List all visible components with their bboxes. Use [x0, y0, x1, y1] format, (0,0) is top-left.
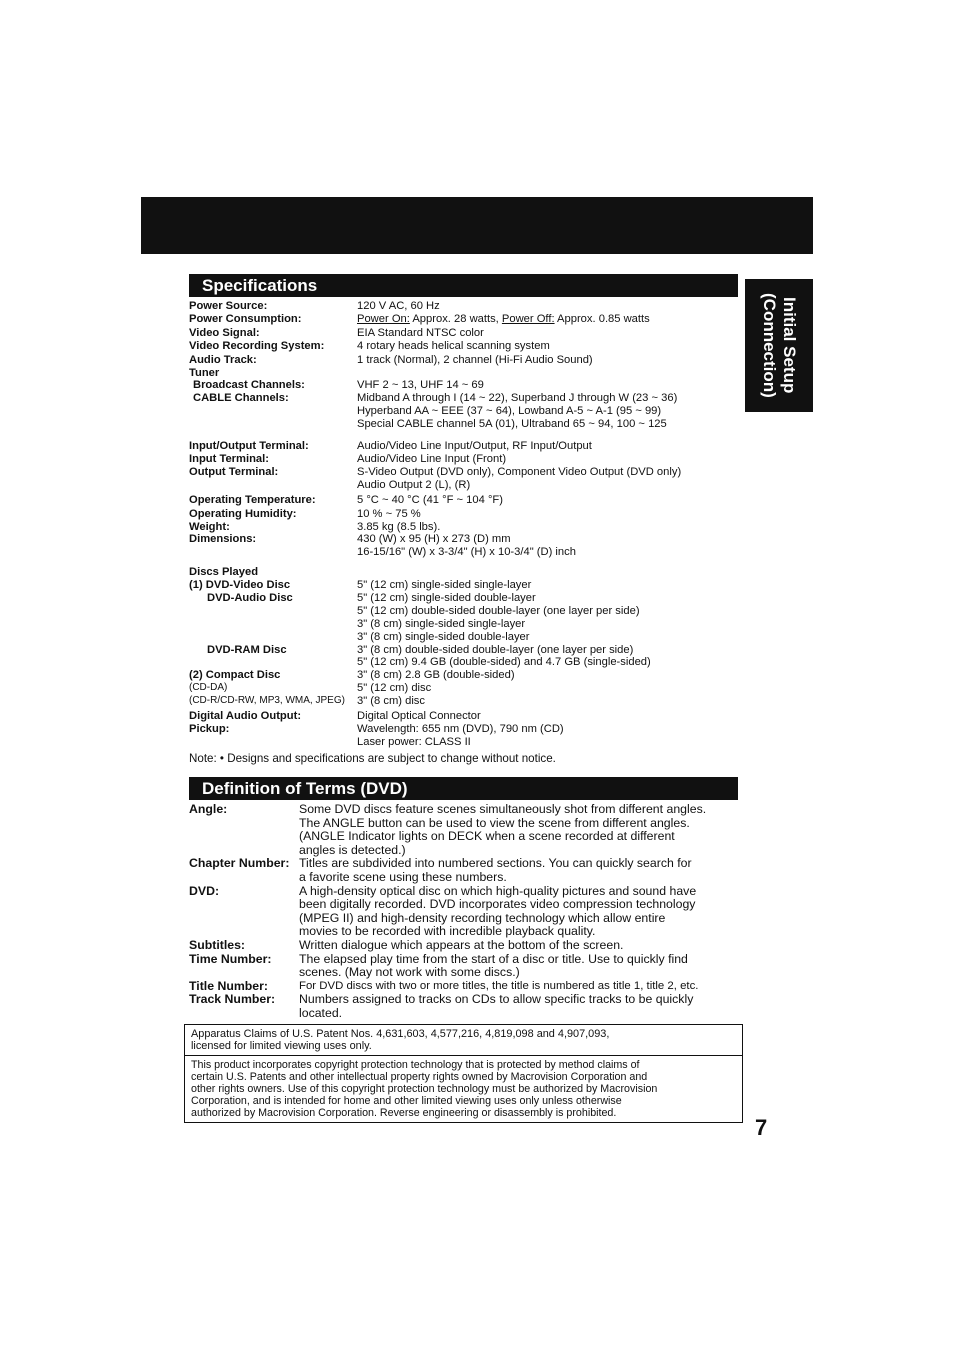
- macrovision-notice: This product incorporates copyright protection technology that is protected by method claims of certain U.S. Patents and other intellectual property rights owned by Macrovision Corporation and other rights owners. Use of this copyright protection technology must be authorized by Macrovision Corporation, and is intended for home and other limited viewing uses only unless otherwise authorized by Macrovision Corporation. Reverse engineering or disassembly is prohibited.: [191, 1058, 658, 1120]
- specifications-note: Note: • Designs and specifications are subject to change without notice.: [189, 752, 556, 765]
- spec-row: [189, 340, 749, 353]
- spec-row: [189, 710, 749, 723]
- spec-row: [189, 723, 749, 749]
- section-tab-initial-setup: [745, 279, 813, 412]
- spec-value: Audio/Video Line Input (Front): [357, 452, 507, 465]
- spec-row: [189, 392, 749, 431]
- legal-notice-box: [184, 1024, 743, 1123]
- spec-row: [189, 440, 749, 453]
- spec-row: [189, 300, 749, 313]
- spec-value: 10 % ~ 75 %: [357, 507, 421, 520]
- spec-row: [189, 494, 749, 507]
- spec-row: [189, 327, 749, 340]
- spec-value: 1 track (Normal), 2 channel (Hi-Fi Audio Sound): [357, 353, 593, 366]
- spec-label: CABLE Channels:: [193, 392, 289, 405]
- spec-label: Operating Temperature:: [189, 493, 316, 506]
- spec-row: [189, 379, 749, 392]
- page-number: 7: [755, 1115, 768, 1140]
- spec-value: 430 (W) x 95 (H) x 273 (D) mm 16-15/16" (W) x 3-3/4" (H) x 10-3/4" (D) inch: [357, 533, 576, 559]
- spec-value: 5" (12 cm) 9.4 GB (double-sided) and 4.7 GB (single-sided) 3" (8 cm) 2.8 GB (double-sided): [357, 656, 651, 682]
- spec-value: 5" (12 cm) single-sided single-layer: [357, 579, 532, 592]
- spec-value: Audio/Video Line Input/Output, RF Input/Output: [357, 440, 592, 453]
- spec-row: [189, 453, 749, 466]
- term-label: Title Number:: [189, 978, 269, 993]
- spec-label: Broadcast Channels:: [193, 379, 305, 392]
- spec-row: [189, 508, 749, 521]
- spec-value: 5 °C ~ 40 °C (41 °F ~ 104 °F): [357, 493, 503, 506]
- spec-label: Input Terminal:: [189, 452, 269, 465]
- spec-label: Dimensions:: [189, 533, 257, 546]
- spec-label: Audio Track:: [189, 353, 257, 366]
- term-definition: Written dialogue which appears at the bottom of the screen.: [299, 937, 624, 952]
- term-label: Chapter Number:: [189, 856, 290, 871]
- spec-value: S-Video Output (DVD only), Component Video Output (DVD only) Audio Output 2 (L), (R): [357, 465, 682, 491]
- spec-label: Digital Audio Output:: [189, 709, 302, 722]
- term-label: Time Number:: [189, 951, 272, 966]
- spec-label: DVD-RAM Disc: [207, 643, 287, 656]
- spec-label: (2) Compact Disc: [189, 669, 281, 682]
- spec-row: [189, 566, 749, 579]
- spec-value: VHF 2 ~ 13, UHF 14 ~ 69: [357, 379, 484, 392]
- spec-value: Digital Optical Connector: [357, 709, 481, 722]
- term-definition: The elapsed play time from the start of a disc or title. Use to quickly find scenes. (May not work with some discs.): [299, 951, 688, 980]
- term-label: Angle:: [189, 802, 228, 816]
- spec-row: [189, 695, 749, 708]
- specifications-heading: Specifications: [189, 274, 738, 297]
- term-definition: Some DVD discs feature scenes simultaneously shot from different angles. The ANGLE button can be used to view the scene from different angles. (ANGLE Indicator lights on DECK when a scene recorded at different angles is detected.): [299, 802, 707, 857]
- spec-label: Video Signal:: [189, 326, 260, 339]
- spec-value: [357, 695, 749, 708]
- spec-label: Power Consumption:: [189, 312, 302, 325]
- spec-row: [189, 579, 749, 592]
- spec-value: [357, 566, 749, 579]
- spec-label: Power Source:: [189, 300, 268, 312]
- term-row: [189, 993, 749, 1020]
- term-row: [189, 885, 749, 939]
- spec-label: Tuner: [189, 366, 220, 379]
- spec-value: EIA Standard NTSC color: [357, 326, 484, 339]
- term-row: [189, 939, 749, 953]
- spec-label: Input/Output Terminal:: [189, 440, 309, 453]
- spec-value: 3.85 kg (8.5 lbs).: [357, 520, 441, 533]
- section-tab-line1: Initial Setup: [780, 297, 799, 394]
- spec-row: [189, 367, 749, 380]
- term-definition: For DVD discs with two or more titles, the title is numbered as title 1, title 2, etc.: [299, 979, 699, 992]
- spec-row: [189, 313, 749, 326]
- spec-label: (CD-DA): [189, 682, 228, 694]
- term-row: [189, 803, 749, 857]
- spec-value: 4 rotary heads helical scanning system: [357, 339, 550, 352]
- spec-value: 5" (12 cm) disc: [357, 682, 432, 695]
- spec-row: [189, 533, 749, 559]
- section-tab-label: [759, 293, 799, 398]
- spec-value: 3" (8 cm) disc: [357, 695, 425, 707]
- section-tab-line2: (Connection): [760, 293, 779, 398]
- spec-value: Wavelength: 655 nm (DVD), 790 nm (CD) Laser power: CLASS II: [357, 722, 564, 748]
- term-label: DVD:: [189, 883, 220, 898]
- spec-row: [189, 354, 749, 367]
- term-row: [189, 857, 749, 884]
- term-definition: Numbers assigned to tracks on CDs to allow specific tracks to be quickly located.: [299, 992, 694, 1020]
- spec-row: [189, 521, 749, 534]
- spec-label: (1) DVD-Video Disc: [189, 579, 291, 592]
- term-label: Subtitles:: [189, 937, 246, 952]
- spec-label: Output Terminal:: [189, 465, 279, 478]
- spec-label: (CD-R/CD-RW, MP3, WMA, JPEG): [189, 694, 345, 706]
- spec-value: 120 V AC, 60 Hz: [357, 300, 440, 312]
- spec-label: Discs Played: [189, 566, 259, 579]
- spec-value: Midband A through I (14 ~ 22), Superband J through W (23 ~ 36) Hyperband AA ~ EEE (37 ~ 64), Lowband A-5 ~ A-1 (95 ~ 99) Special CABLE channel 5A (01), Ultraband 65 ~ 94, 100 ~ 125: [357, 392, 678, 431]
- spec-label: Pickup:: [189, 722, 230, 735]
- term-definition: Titles are subdivided into numbered sections. You can quickly search for a favorite scene using these numbers.: [299, 856, 692, 884]
- term-row: [189, 953, 749, 980]
- spec-label: DVD-Audio Disc: [207, 592, 293, 605]
- spec-label: Weight:: [189, 520, 230, 533]
- header-bar: [141, 197, 813, 254]
- term-label: Track Number:: [189, 992, 276, 1007]
- term-row: [189, 980, 749, 994]
- definition-of-terms-heading: Definition of Terms (DVD): [189, 777, 738, 800]
- spec-row: [189, 466, 749, 492]
- spec-label: Operating Humidity:: [189, 507, 297, 520]
- spec-value: Power On: Approx. 28 watts, Power Off: Approx. 0.85 watts: [357, 312, 650, 325]
- specifications-list: [189, 300, 749, 749]
- term-definition: A high-density optical disc on which high-quality pictures and sound have been digitally recorded. DVD incorporates video compression technology (MPEG II) and high-density recording technology which allow entire movies to be recorded with incredible playback quality.: [299, 883, 697, 939]
- spec-value: 5" (12 cm) single-sided double-layer 5" (12 cm) double-sided double-layer (one layer per side) 3" (8 cm) single-sided single-layer 3" (8 cm) single-sided double-layer 3" (8 cm) double-sided double-layer (one layer per side): [357, 592, 640, 656]
- definition-of-terms-list: [189, 803, 749, 1021]
- patent-notice: Apparatus Claims of U.S. Patent Nos. 4,631,603, 4,577,216, 4,819,098 and 4,907,093, licensed for limited viewing uses only.: [185, 1025, 742, 1056]
- spec-value: [357, 367, 749, 380]
- spec-label: Video Recording System:: [189, 339, 325, 352]
